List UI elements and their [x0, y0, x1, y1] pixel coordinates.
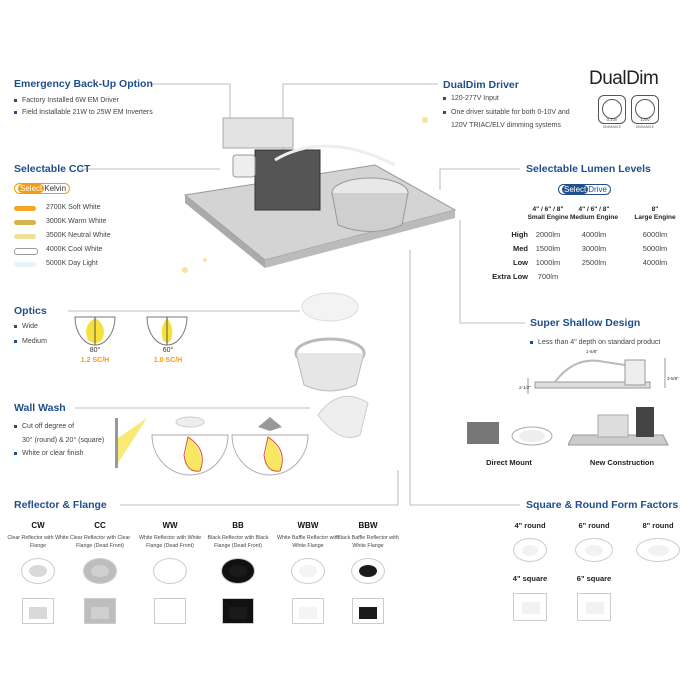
cct-swatch [14, 220, 36, 225]
lumen-title: Selectable Lumen Levels [526, 163, 651, 175]
reflector-inner [359, 565, 377, 577]
reflector-description: White Baffle Reflector with White Flange [276, 535, 340, 549]
cct-option-label: 3500K Neutral White [46, 232, 111, 239]
cct-swatch [14, 262, 36, 267]
reflector-code: WBW [297, 521, 319, 530]
lumen-column-engine: Medium Engine [569, 214, 619, 221]
reflector-round-image [21, 558, 55, 584]
reflector-square-image [292, 598, 324, 624]
wide-beam-icon [74, 316, 116, 346]
reflector-description: Black Reflector with Black Flange (Dead Front) [207, 535, 269, 549]
reflector-square-image [352, 598, 384, 624]
optics-bullet: Wide [14, 323, 38, 330]
dualdim-bullet: 120-277V Input [443, 95, 499, 102]
forms-title: Square & Round Form Factors [526, 499, 679, 511]
reflector-code: BBW [358, 521, 378, 530]
dualdim-title: DualDim Driver [443, 79, 519, 91]
reflector-inner [229, 607, 247, 619]
wall-wash-light-icon [115, 418, 150, 468]
optics-title: Optics [14, 305, 47, 317]
reflector-code: CC [94, 521, 106, 530]
fixture-illustration [175, 110, 465, 290]
reflector-inner [229, 565, 247, 577]
square-size-label: 4" square [512, 574, 548, 583]
cct-swatch [14, 248, 38, 255]
reflector-inner [359, 607, 377, 619]
direct-mount-image [462, 410, 557, 452]
wallwash-bullet: White or clear finish [14, 450, 83, 457]
cct-option-label: 3000K Warm White [46, 218, 107, 225]
select-kelvin-badge: Select Kelvin [14, 183, 70, 194]
reflector-round-image [83, 558, 117, 584]
reflector-description: Clear Reflector with Clear Flange (Dead Front) [69, 535, 131, 549]
lumen-value: 700lm [537, 272, 559, 281]
dualdim-logo: DualDim [589, 68, 659, 89]
beam-spacing: 1.0 SC/H [153, 357, 183, 364]
depth-dimension-diagram [525, 350, 685, 405]
lumen-value: 2500lm [581, 258, 607, 267]
reflector-description: White Reflector with White Flange (Dead Front) [138, 535, 202, 549]
reflector-round-image [291, 558, 325, 584]
lumen-row-label: Extra Low [492, 272, 528, 281]
trim-inner [522, 602, 540, 614]
medium-beam-icon [146, 316, 188, 346]
round-wallwash-polar-chart [150, 415, 230, 480]
square-trim-image [577, 593, 611, 621]
trim-inner [586, 602, 604, 614]
lumen-row-label: Med [513, 244, 528, 253]
shallow-bullet: Less than 4" depth on standard product [530, 339, 660, 346]
lumen-value: 2000lm [535, 230, 561, 239]
lumen-column-sizes: 4" / 6" / 8" [578, 206, 610, 213]
new-construction-image [568, 405, 673, 453]
reflector-inner [299, 607, 317, 619]
cct-swatch [14, 234, 36, 239]
lumen-value: 5000lm [642, 244, 668, 253]
cct-title: Selectable CCT [14, 163, 91, 175]
lumen-value: 1000lm [535, 258, 561, 267]
dim-label: 2-1/2" [519, 385, 531, 390]
cct-option-label: 5000K Day Light [46, 260, 98, 267]
wallwash-bullet-cont: 30° (round) & 20° (square) [22, 437, 105, 444]
beam-angle: 80° [89, 347, 101, 354]
lumen-value: 3000lm [581, 244, 607, 253]
wallwash-title: Wall Wash [14, 402, 66, 414]
reflector-round-image [153, 558, 187, 584]
reflector-inner [161, 565, 179, 577]
cct-swatch [14, 206, 36, 211]
dualdim-bullet-cont: 120V TRIAC/ELV dimming systems [451, 122, 561, 129]
lumen-value: 4000lm [581, 230, 607, 239]
optics-bullet: Medium [14, 338, 47, 345]
emergency-bullet: Field Installable 21W to 25W EM Inverters [14, 109, 153, 116]
reflector-title: Reflector & Flange [14, 499, 107, 511]
reflector-square-image [154, 598, 186, 624]
dim-label: 1-5/8" [586, 349, 598, 354]
reflector-round-image [351, 558, 385, 584]
reflector-inner [29, 607, 47, 619]
emergency-title: Emergency Back-Up Option [14, 78, 153, 90]
lumen-value: 1500lm [535, 244, 561, 253]
beam-angle: 60° [162, 347, 174, 354]
lumen-row-label: Low [513, 258, 528, 267]
reflector-inner [161, 607, 179, 619]
reflector-inner [29, 565, 47, 577]
round-trim-image [575, 538, 613, 562]
reflector-code: CW [31, 521, 45, 530]
reflector-round-image [221, 558, 255, 584]
reflector-square-image [22, 598, 54, 624]
reflector-square-image [84, 598, 116, 624]
lumen-value: 6000lm [642, 230, 668, 239]
reflector-inner [299, 565, 317, 577]
round-trim-image [513, 538, 547, 562]
lumen-row-label: High [511, 230, 528, 239]
reflector-code: BB [232, 521, 244, 530]
reflector-description: Clear Reflector with White Flange [7, 535, 69, 549]
round-size-label: 8" round [642, 521, 674, 530]
reflector-square-image [222, 598, 254, 624]
beam-spacing: 1.2 SC/H [80, 357, 110, 364]
dimmer-caption: DIMMABLE [635, 125, 655, 129]
shallow-title: Super Shallow Design [530, 317, 641, 329]
emergency-bullet: Factory Installed 6W EM Driver [14, 97, 119, 104]
trim-inner [522, 545, 538, 556]
dimmer-120v-icon: 120V [631, 95, 659, 124]
dualdim-bullet: One driver suitable for both 0-10V and [443, 109, 570, 116]
square-size-label: 6" square [576, 574, 612, 583]
cct-option-label: 4000K Cool White [46, 246, 103, 253]
reflector-description: Black Baffle Reflector with White Flange [337, 535, 399, 549]
square-wallwash-polar-chart [230, 415, 310, 480]
round-size-label: 4" round [514, 521, 546, 530]
reflector-code: WW [162, 521, 178, 530]
dimmer-caption: DIMMABLE [602, 125, 622, 129]
dimmer-0-10v-icon: 0-10V [598, 95, 626, 124]
lumen-column-sizes: 8" [651, 206, 659, 213]
lumen-value: 4000lm [642, 258, 668, 267]
cct-option-label: 2700K Soft White [46, 204, 101, 211]
select-drive-badge: Select Drive [558, 184, 611, 195]
reflector-inner [91, 565, 109, 577]
lumen-column-engine: Large Engine [634, 214, 676, 221]
square-trim-image [513, 593, 547, 621]
dim-label: 3-5/8" [667, 376, 679, 381]
direct-mount-label: Direct Mount [486, 458, 532, 467]
new-construction-label: New Construction [589, 458, 655, 467]
round-size-label: 6" round [578, 521, 610, 530]
trim-inner [648, 545, 669, 556]
lumen-column-engine: Small Engine [527, 214, 569, 221]
wallwash-bullet: Cut off degree of [14, 423, 74, 430]
lumen-column-sizes: 4" / 6" / 8" [532, 206, 564, 213]
reflector-inner [91, 607, 109, 619]
trim-inner [585, 545, 603, 556]
round-trim-image [636, 538, 680, 562]
